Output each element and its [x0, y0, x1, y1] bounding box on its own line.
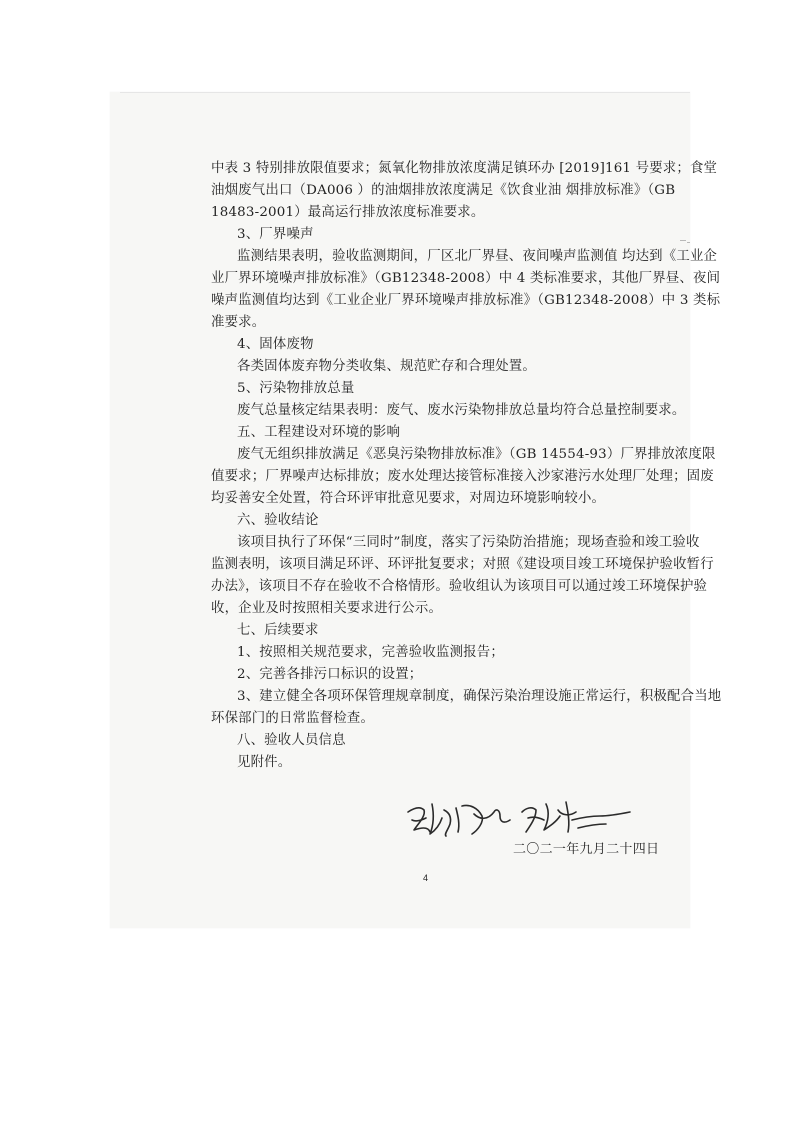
text-line: 监测表明，该项目满足环评、环评批复要求；对照《建设项目竣工环境保护验收暂行 — [211, 557, 714, 572]
text-line: 油烟废气出口（DA006 ）的油烟排放浓度满足《饮食业油 烟排放标准》（GB — [211, 183, 676, 198]
text-line: 中表 3 特别排放限值要求；氮氧化物排放浓度满足镇环办 [2019]161 号要求；食堂 — [211, 161, 718, 176]
text-line: 值要求；厂界噪声达标排放；废水处理达接管标准接入沙家港污水处理厂处理；固废 — [211, 469, 714, 484]
text-line: 五、工程建设对环境的影响 — [237, 425, 401, 440]
text-line: 各类固体废弃物分类收集、规范贮存和合理处置。 — [237, 359, 536, 374]
text-line: 业厂界环境噪声排放标准》（GB12348-2008）中 4 类标准要求，其他厂界昼、夜间 — [211, 271, 721, 286]
text-line: 七、后续要求 — [237, 623, 319, 638]
text-line: 废气无组织排放满足《恶臭污染物排放标准》（GB 14554-93）厂界排放浓度限 — [237, 447, 716, 462]
page-top-edge — [120, 92, 690, 93]
text-line: 18483-2001）最高运行排放浓度标准要求。 — [211, 205, 485, 220]
text-line: 3、厂界噪声 — [237, 227, 314, 242]
signing-date: 二〇二一年九月二十四日 — [513, 842, 660, 857]
text-line: 六、验收结论 — [237, 513, 319, 528]
document-body — [211, 158, 722, 774]
text-line: 监测结果表明，验收监测期间，厂区北厂界昼、夜间噪声监测值 均达到《工业企 — [237, 249, 718, 264]
scan-speck — [680, 240, 686, 241]
text-line: 八、验收人员信息 — [237, 733, 346, 748]
text-line: 收，企业及时按照相关要求进行公示。 — [211, 601, 443, 616]
text-line: 1、按照相关规范要求，完善验收监测报告； — [237, 645, 504, 660]
text-line: 准要求。 — [211, 315, 266, 330]
text-line: 废气总量核定结果表明：废气、废水污染物排放总量均符合总量控制要求。 — [237, 403, 686, 418]
text-line: 噪声监测值均达到《工业企业厂界环境噪声排放标准》（GB12348-2008）中 3 类标 — [211, 293, 721, 308]
text-line: 5、污染物排放总量 — [237, 381, 355, 396]
scan-speck — [687, 242, 690, 243]
text-line: 3、建立健全各项环保管理规章制度，确保污染治理设施正常运行，积极配合当地 — [237, 689, 722, 704]
text-line: 环保部门的日常监督检查。 — [211, 711, 375, 726]
page-number: 4 — [423, 873, 429, 883]
text-line: 均妥善安全处置，符合环评审批意见要求，对周边环境影响较小。 — [211, 491, 606, 506]
text-line: 该项目执行了环保“三同时”制度，落实了污染防治措施；现场查验和竣工验收 — [237, 535, 700, 550]
text-line: 4、固体废物 — [237, 337, 314, 352]
text-line: 见附件。 — [237, 755, 292, 770]
text-line: 办法》，该项目不存在验收不合格情形。验收组认为该项目可以通过竣工环境保护验 — [211, 579, 708, 594]
text-line: 2、完善各排污口标识的设置； — [237, 667, 423, 682]
